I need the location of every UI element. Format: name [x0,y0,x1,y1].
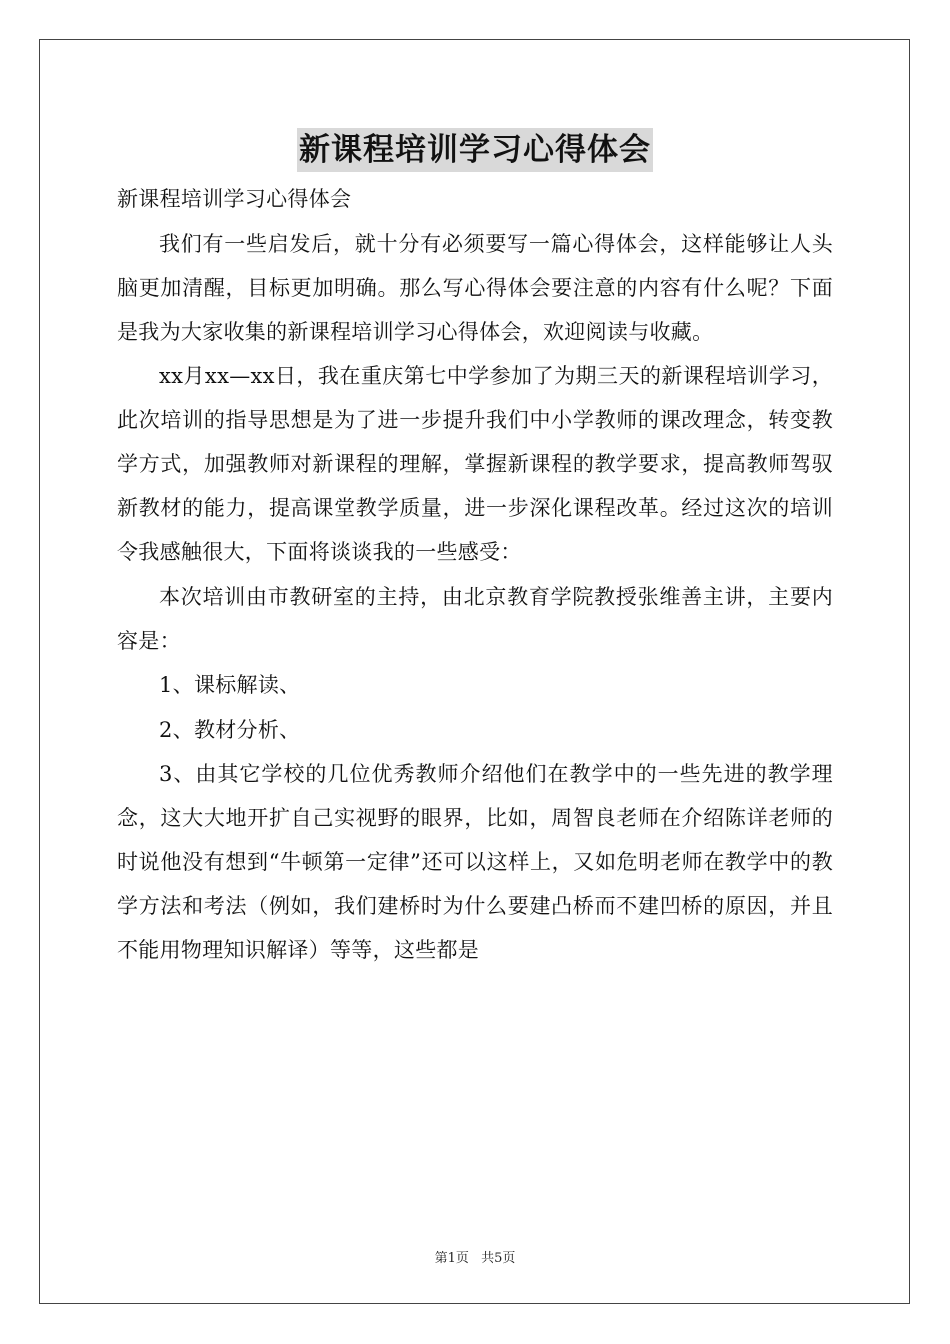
page-count: 共5页 [481,1251,516,1266]
paragraph-intro: 我们有一些启发后，就十分有必须要写一篇心得体会，这样能够让人头脑更加清醒，目标更加明确。那么写心得体会要注意的内容有什么呢？下面是我为大家收集的新课程培训学习心得体会，欢迎阅读与收藏。 [117,231,833,344]
document-body [117,177,833,973]
list-item: 2、教材分析、 [159,717,301,742]
paragraph-content: 本次培训由市教研室的主持，由北京教育学院教授张维善主讲，主要内容是： [117,584,833,653]
page-footer [0,1247,950,1266]
page-number: 第1页 [434,1251,469,1266]
document-subtitle: 新课程培训学习心得体会 [117,187,352,211]
title-area [0,128,950,172]
list-item: 1、课标解读、 [159,673,301,697]
paragraph-training: xx月xx—xx日，我在重庆第七中学参加了为期三天的新课程培训学习，此次培训的指导思想是为了进一步提升我们中小学教师的课改理念，转变教学方式，加强教师对新课程的理解，掌握新课程的教学要求，提高教师驾驭新教材的能力，提高课堂教学质量，进一步深化课程改革。经过这次的培训令我感触很大，下面将谈谈我的一些感受： [117,364,833,564]
list-item: 3、由其它学校的几位优秀教师介绍他们在教学中的一些先进的教学理念，这大大地开扩自己实视野的眼界，比如，周智良老师在介绍陈详老师的时说他没有想到“牛顿第一定律”还可以这样上，又如危明老师在教学中的教学方法和考法（例如，我们建桥时为什么要建凸桥而不建凹桥的原因，并且不能用物理知识解译）等等，这些都是 [117,762,833,962]
document-title: 新课程培训学习心得体会 [297,128,653,172]
